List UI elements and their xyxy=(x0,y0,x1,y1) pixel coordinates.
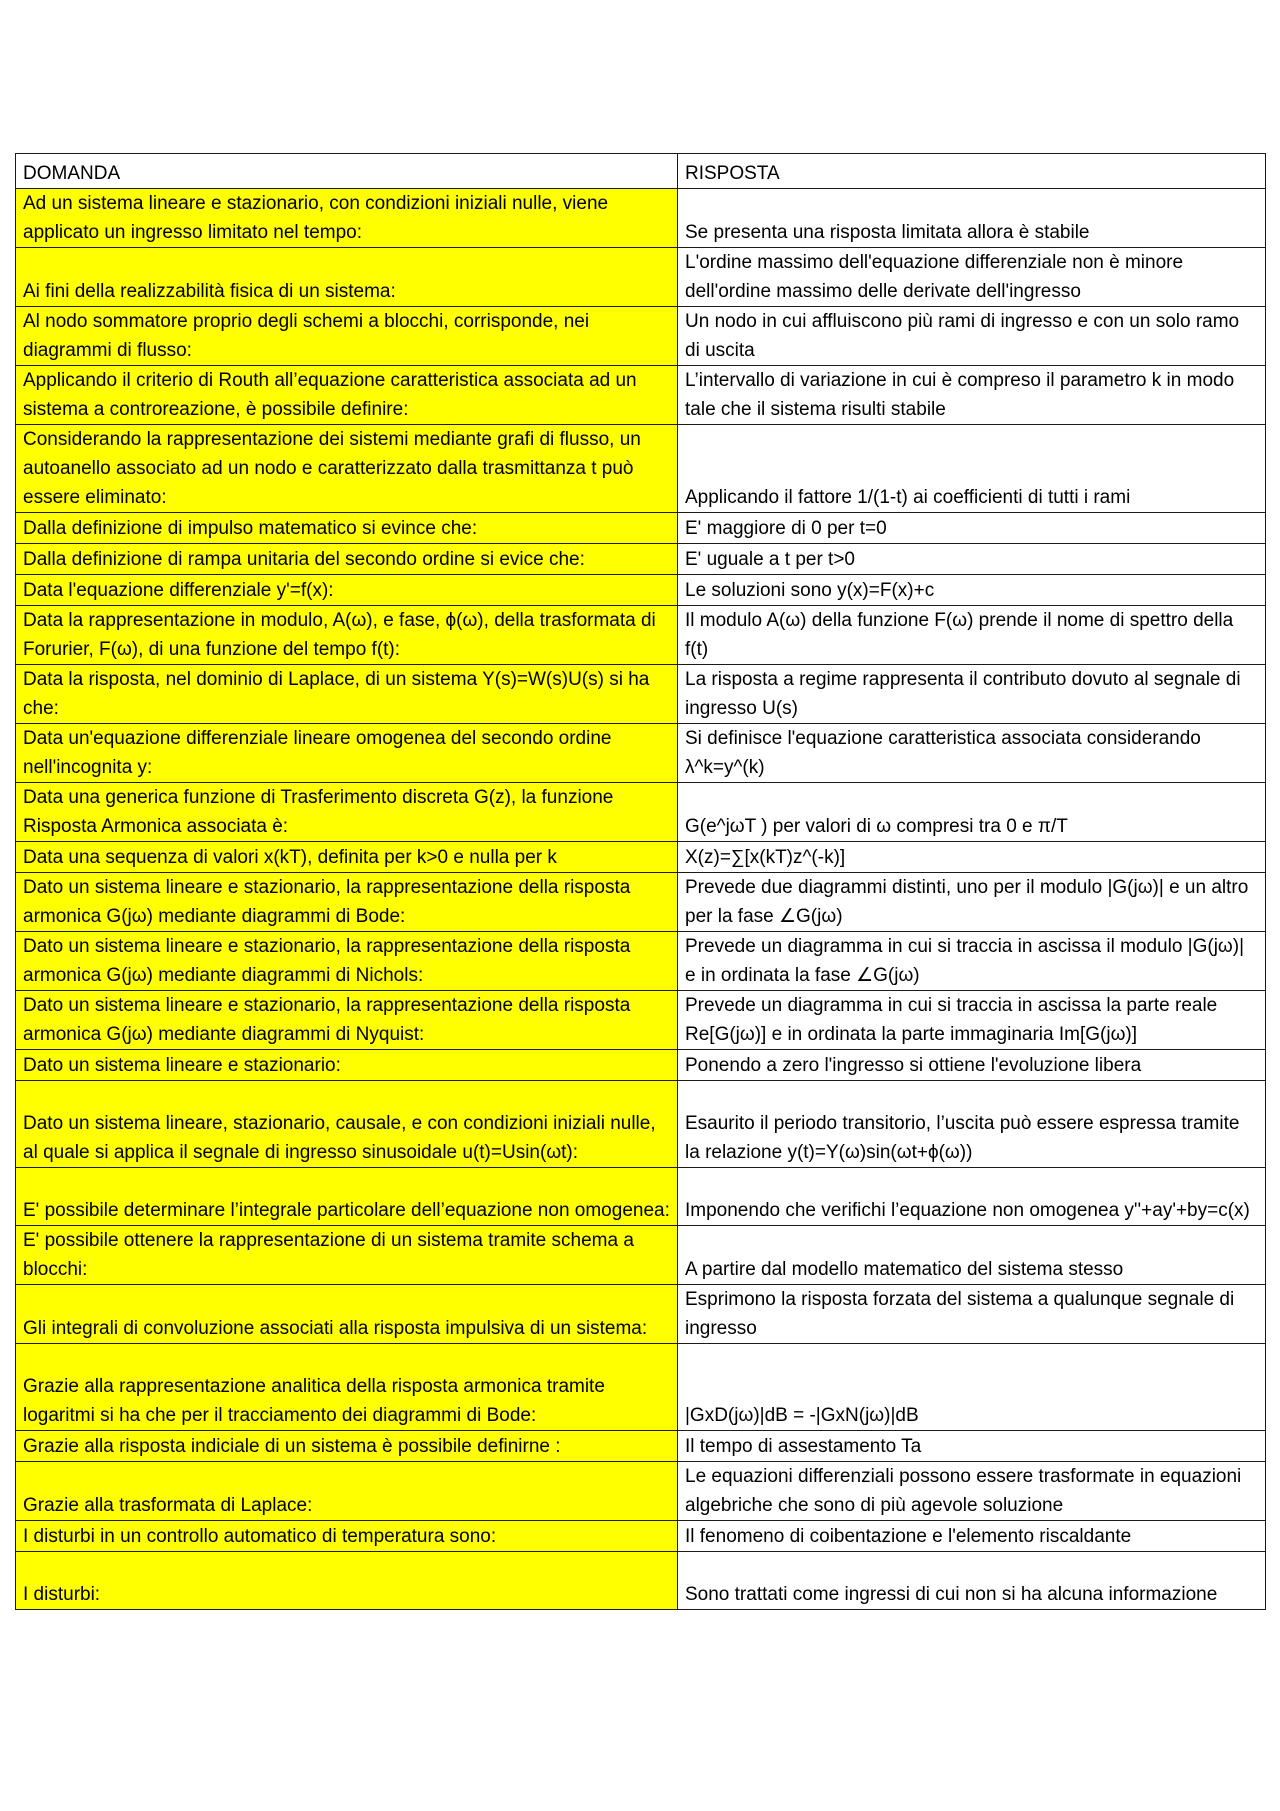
answer-cell: Le soluzioni sono y(x)=F(x)+c xyxy=(678,575,1266,606)
answer-cell: Un nodo in cui affluiscono più rami di ingresso e con un solo ramo di uscita xyxy=(678,307,1266,366)
table-row xyxy=(16,544,1266,575)
table-row xyxy=(16,724,1266,783)
table-row xyxy=(16,873,1266,932)
answer-cell: E' maggiore di 0 per t=0 xyxy=(678,513,1266,544)
table-body xyxy=(16,189,1266,1610)
answer-cell: Il tempo di assestamento Ta xyxy=(678,1431,1266,1462)
table-row xyxy=(16,842,1266,873)
question-cell: Data l'equazione differenziale y'=f(x): xyxy=(16,575,678,606)
answer-cell: Le equazioni differenziali possono essere trasformate in equazioni algebriche che sono di più agevole soluzione xyxy=(678,1462,1266,1521)
table-row xyxy=(16,1285,1266,1344)
answer-cell: G(e^jωT ) per valori di ω compresi tra 0 e π/T xyxy=(678,783,1266,842)
answer-cell: Se presenta una risposta limitata allora è stabile xyxy=(678,189,1266,248)
question-cell: Data la rappresentazione in modulo, A(ω), e fase, ϕ(ω), della trasformata di Forurier, F(ω), di una funzione del tempo f(t): xyxy=(16,606,678,665)
question-cell: Data la risposta, nel dominio di Laplace, di un sistema Y(s)=W(s)U(s) si ha che: xyxy=(16,665,678,724)
question-cell: Ad un sistema lineare e stazionario, con condizioni iniziali nulle, viene applicato un ingresso limitato nel tempo: xyxy=(16,189,678,248)
question-cell: Dato un sistema lineare, stazionario, causale, e con condizioni iniziali nulle, al quale si applica il segnale di ingresso sinusoidale u(t)=Usin(ωt): xyxy=(16,1081,678,1168)
question-cell: E' possibile ottenere la rappresentazione di un sistema tramite schema a blocchi: xyxy=(16,1226,678,1285)
answer-cell: Esaurito il periodo transitorio, l’uscita può essere espressa tramite la relazione y(t)=Y(ω)sin(ωt+ϕ(ω)) xyxy=(678,1081,1266,1168)
answer-cell: Il modulo A(ω) della funzione F(ω) prende il nome di spettro della f(t) xyxy=(678,606,1266,665)
question-cell: Grazie alla trasformata di Laplace: xyxy=(16,1462,678,1521)
question-cell: Dato un sistema lineare e stazionario: xyxy=(16,1050,678,1081)
answer-cell: Prevede due diagrammi distinti, uno per il modulo |G(jω)| e un altro per la fase ∠G(jω) xyxy=(678,873,1266,932)
header-answer: RISPOSTA xyxy=(678,154,1266,189)
table-row xyxy=(16,1552,1266,1610)
answer-cell: E' uguale a t per t>0 xyxy=(678,544,1266,575)
answer-cell: Imponendo che verifichi l’equazione non omogenea y''+ay'+by=c(x) xyxy=(678,1168,1266,1226)
question-cell: Grazie alla risposta indiciale di un sistema è possibile definirne : xyxy=(16,1431,678,1462)
question-cell: Dalla definizione di rampa unitaria del secondo ordine si evice che: xyxy=(16,544,678,575)
table-row xyxy=(16,1226,1266,1285)
question-cell: E' possibile determinare l’integrale particolare dell’equazione non omogenea: xyxy=(16,1168,678,1226)
table-row xyxy=(16,248,1266,307)
table-row xyxy=(16,1521,1266,1552)
question-cell: Dalla definizione di impulso matematico si evince che: xyxy=(16,513,678,544)
question-cell: Grazie alla rappresentazione analitica della risposta armonica tramite logaritmi si ha che per il tracciamento dei diagrammi di Bode: xyxy=(16,1344,678,1431)
table-row xyxy=(16,1050,1266,1081)
answer-cell: Sono trattati come ingressi di cui non si ha alcuna informazione xyxy=(678,1552,1266,1610)
answer-cell: L’intervallo di variazione in cui è compreso il parametro k in modo tale che il sistema risulti stabile xyxy=(678,366,1266,425)
table-row xyxy=(16,513,1266,544)
qa-table xyxy=(15,153,1266,1610)
answer-cell: Esprimono la risposta forzata del sistema a qualunque segnale di ingresso xyxy=(678,1285,1266,1344)
table-row xyxy=(16,189,1266,248)
question-cell: Gli integrali di convoluzione associati alla risposta impulsiva di un sistema: xyxy=(16,1285,678,1344)
table-row xyxy=(16,1431,1266,1462)
answer-cell: Prevede un diagramma in cui si traccia in ascissa il modulo |G(jω)| e in ordinata la fase ∠G(jω) xyxy=(678,932,1266,991)
table-row xyxy=(16,1081,1266,1168)
table-row xyxy=(16,665,1266,724)
question-cell: Data una sequenza di valori x(kT), definita per k>0 e nulla per k xyxy=(16,842,678,873)
table-row xyxy=(16,425,1266,513)
table-row xyxy=(16,783,1266,842)
answer-cell: La risposta a regime rappresenta il contributo dovuto al segnale di ingresso U(s) xyxy=(678,665,1266,724)
answer-cell: Il fenomeno di coibentazione e l'elemento riscaldante xyxy=(678,1521,1266,1552)
answer-cell: |GxD(jω)|dB = -|GxN(jω)|dB xyxy=(678,1344,1266,1431)
table-row xyxy=(16,991,1266,1050)
question-cell: Dato un sistema lineare e stazionario, la rappresentazione della risposta armonica G(jω) mediante diagrammi di Nichols: xyxy=(16,932,678,991)
table-row xyxy=(16,1168,1266,1226)
question-cell: Al nodo sommatore proprio degli schemi a blocchi, corrisponde, nei diagrammi di flusso: xyxy=(16,307,678,366)
header-row xyxy=(16,154,1266,189)
table-row xyxy=(16,606,1266,665)
question-cell: Data una generica funzione di Trasferimento discreta G(z), la funzione Risposta Armonica associata è: xyxy=(16,783,678,842)
table-row xyxy=(16,1462,1266,1521)
answer-cell: X(z)=∑[x(kT)z^(-k)] xyxy=(678,842,1266,873)
table-row xyxy=(16,932,1266,991)
answer-cell: A partire dal modello matematico del sistema stesso xyxy=(678,1226,1266,1285)
answer-cell: Si definisce l'equazione caratteristica associata considerando λ^k=y^(k) xyxy=(678,724,1266,783)
question-cell: I disturbi in un controllo automatico di temperatura sono: xyxy=(16,1521,678,1552)
question-cell: Dato un sistema lineare e stazionario, la rappresentazione della risposta armonica G(jω) mediante diagrammi di Bode: xyxy=(16,873,678,932)
answer-cell: Applicando il fattore 1/(1-t) ai coefficienti di tutti i rami xyxy=(678,425,1266,513)
table-row xyxy=(16,307,1266,366)
table-row xyxy=(16,1344,1266,1431)
answer-cell: Ponendo a zero l'ingresso si ottiene l'evoluzione libera xyxy=(678,1050,1266,1081)
table-row xyxy=(16,366,1266,425)
question-cell: Applicando il criterio di Routh all’equazione caratteristica associata ad un sistema a controreazione, è possibile definire: xyxy=(16,366,678,425)
question-cell: Data un'equazione differenziale lineare omogenea del secondo ordine nell'incognita y: xyxy=(16,724,678,783)
question-cell: Ai fini della realizzabilità fisica di un sistema: xyxy=(16,248,678,307)
question-cell: Dato un sistema lineare e stazionario, la rappresentazione della risposta armonica G(jω) mediante diagrammi di Nyquist: xyxy=(16,991,678,1050)
question-cell: Considerando la rappresentazione dei sistemi mediante grafi di flusso, un autoanello associato ad un nodo e caratterizzato dalla trasmittanza t può essere eliminato: xyxy=(16,425,678,513)
header-question: DOMANDA xyxy=(16,154,678,189)
answer-cell: L'ordine massimo dell'equazione differenziale non è minore dell'ordine massimo delle derivate dell'ingresso xyxy=(678,248,1266,307)
answer-cell: Prevede un diagramma in cui si traccia in ascissa la parte reale Re[G(jω)] e in ordinata la parte immaginaria Im[G(jω)] xyxy=(678,991,1266,1050)
question-cell: I disturbi: xyxy=(16,1552,678,1610)
table-row xyxy=(16,575,1266,606)
